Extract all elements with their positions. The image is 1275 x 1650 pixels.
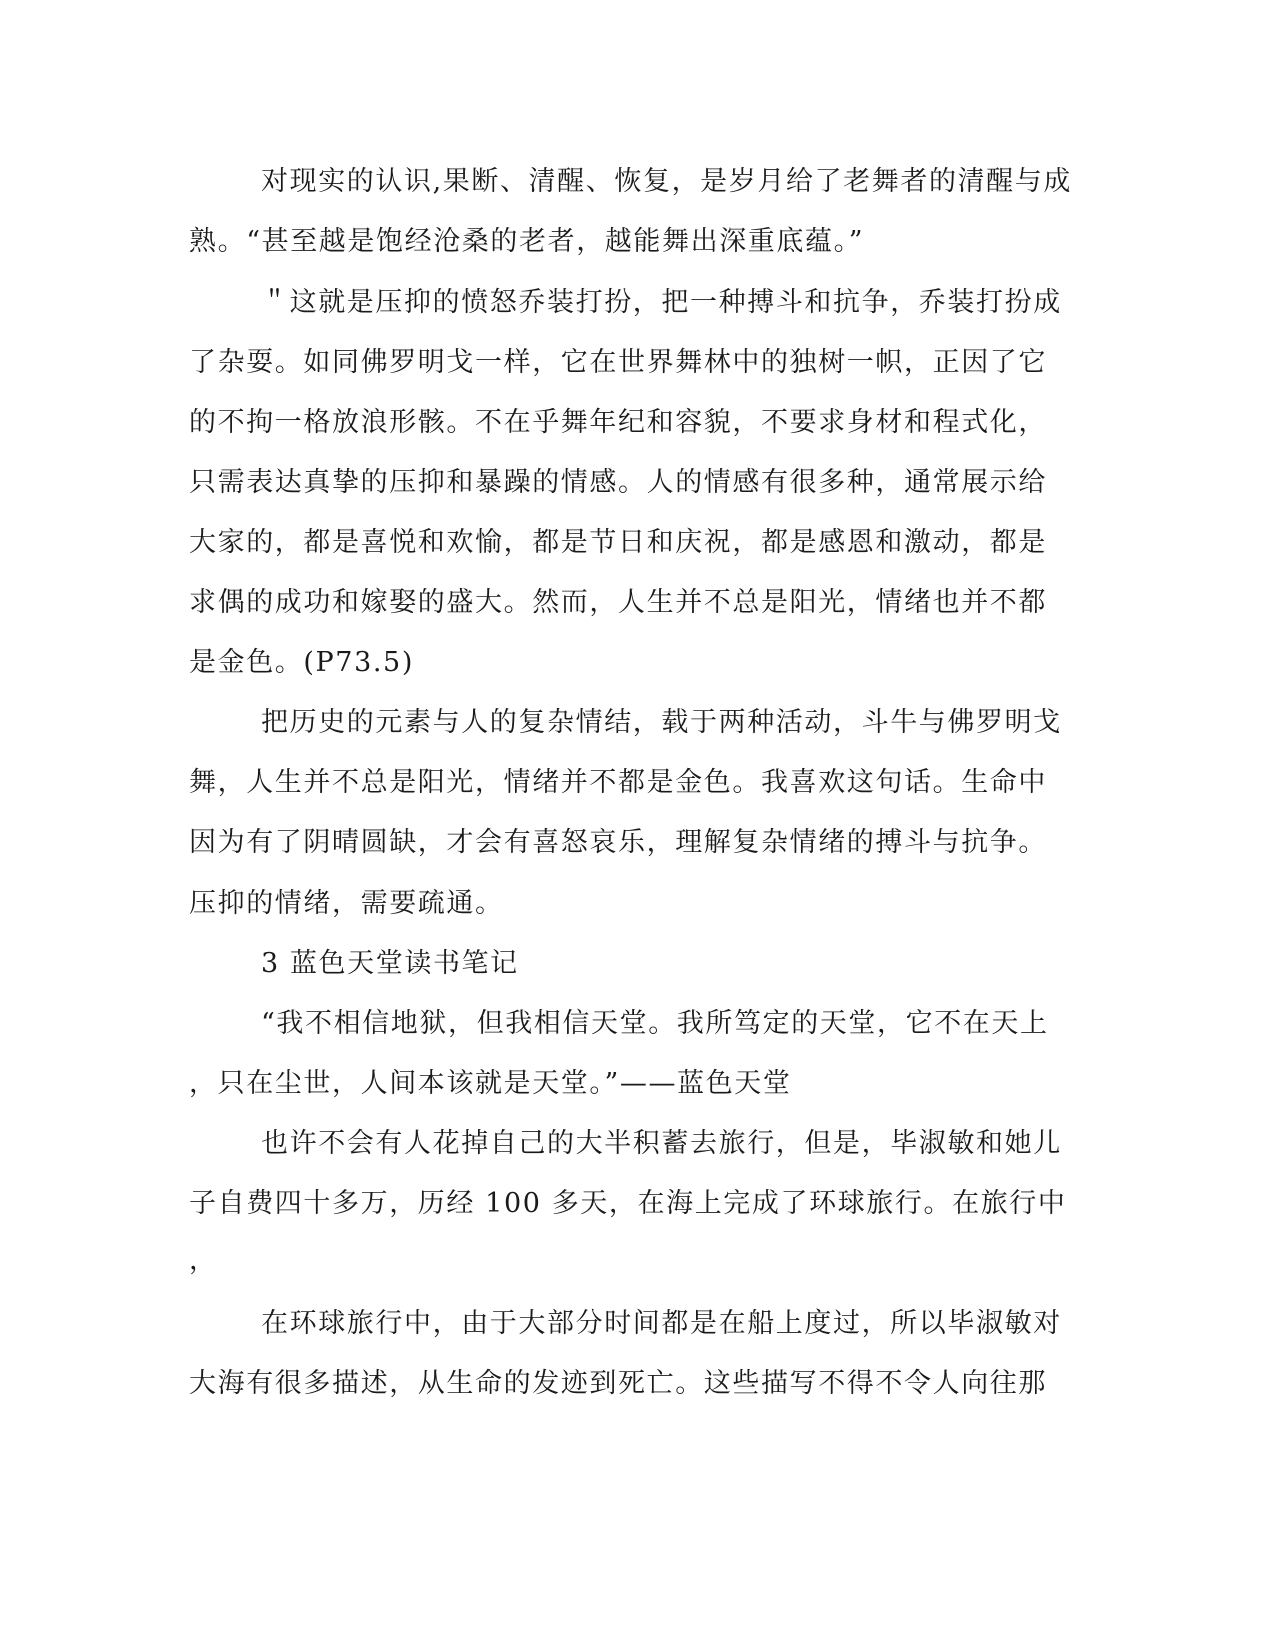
paragraph-line: 的不拘一格放浪形骸。不在乎舞年纪和容貌，不要求身材和程式化，	[189, 407, 1047, 438]
paragraph-line: 压抑的情绪，需要疏通。	[189, 888, 504, 919]
section-heading: 3 蓝色天堂读书笔记	[261, 948, 519, 979]
paragraph-line: 熟。“甚至越是饱经沧桑的老者，越能舞出深重底蕴。”	[189, 226, 865, 257]
paragraph-line: 对现实的认识,果断、清醒、恢复，是岁月给了老舞者的清醒与成	[261, 166, 1072, 197]
paragraph-line: 舞，人生并不总是阳光，情绪并不都是金色。我喜欢这句话。生命中	[189, 767, 1047, 798]
paragraph-line: 因为有了阴晴圆缺，才会有喜怒哀乐，理解复杂情绪的搏斗与抗争。	[189, 827, 1047, 858]
paragraph-line: 把历史的元素与人的复杂情结，载于两种活动，斗牛与佛罗明戈	[261, 707, 1062, 738]
paragraph-line: 在环球旅行中，由于大部分时间都是在船上度过，所以毕淑敏对	[261, 1308, 1062, 1339]
paragraph-line: ，	[189, 1245, 218, 1276]
quote-line: “我不相信地狱，但我相信天堂。我所笃定的天堂，它不在天上	[261, 1008, 1049, 1039]
paragraph-line: 子自费四十多万，历经 100 多天，在海上完成了环球旅行。在旅行中	[189, 1188, 1067, 1219]
paragraph-line: 大家的，都是喜悦和欢愉，都是节日和庆祝，都是感恩和激动，都是	[189, 527, 1047, 558]
quote-line: ，只在尘世，人间本该就是天堂。”——蓝色天堂	[189, 1068, 792, 1099]
paragraph-line: 了杂耍。如同佛罗明戈一样，它在世界舞林中的独树一帜，正因了它	[189, 347, 1047, 378]
paragraph-line: 大海有很多描述，从生命的发迹到死亡。这些描写不得不令人向往那	[189, 1368, 1047, 1399]
paragraph-line: 也许不会有人花掉自己的大半积蓄去旅行，但是，毕淑敏和她儿	[261, 1128, 1062, 1159]
paragraph-line: 只需表达真挚的压抑和暴躁的情感。人的情感有很多种，通常展示给	[189, 467, 1047, 498]
paragraph-line: ＂这就是压抑的愤怒乔装打扮，把一种搏斗和抗争，乔装打扮成	[261, 287, 1062, 318]
paragraph-line: 是金色。(P73.5)	[189, 647, 414, 678]
paragraph-line: 求偶的成功和嫁娶的盛大。然而，人生并不总是阳光，情绪也并不都	[189, 587, 1047, 618]
